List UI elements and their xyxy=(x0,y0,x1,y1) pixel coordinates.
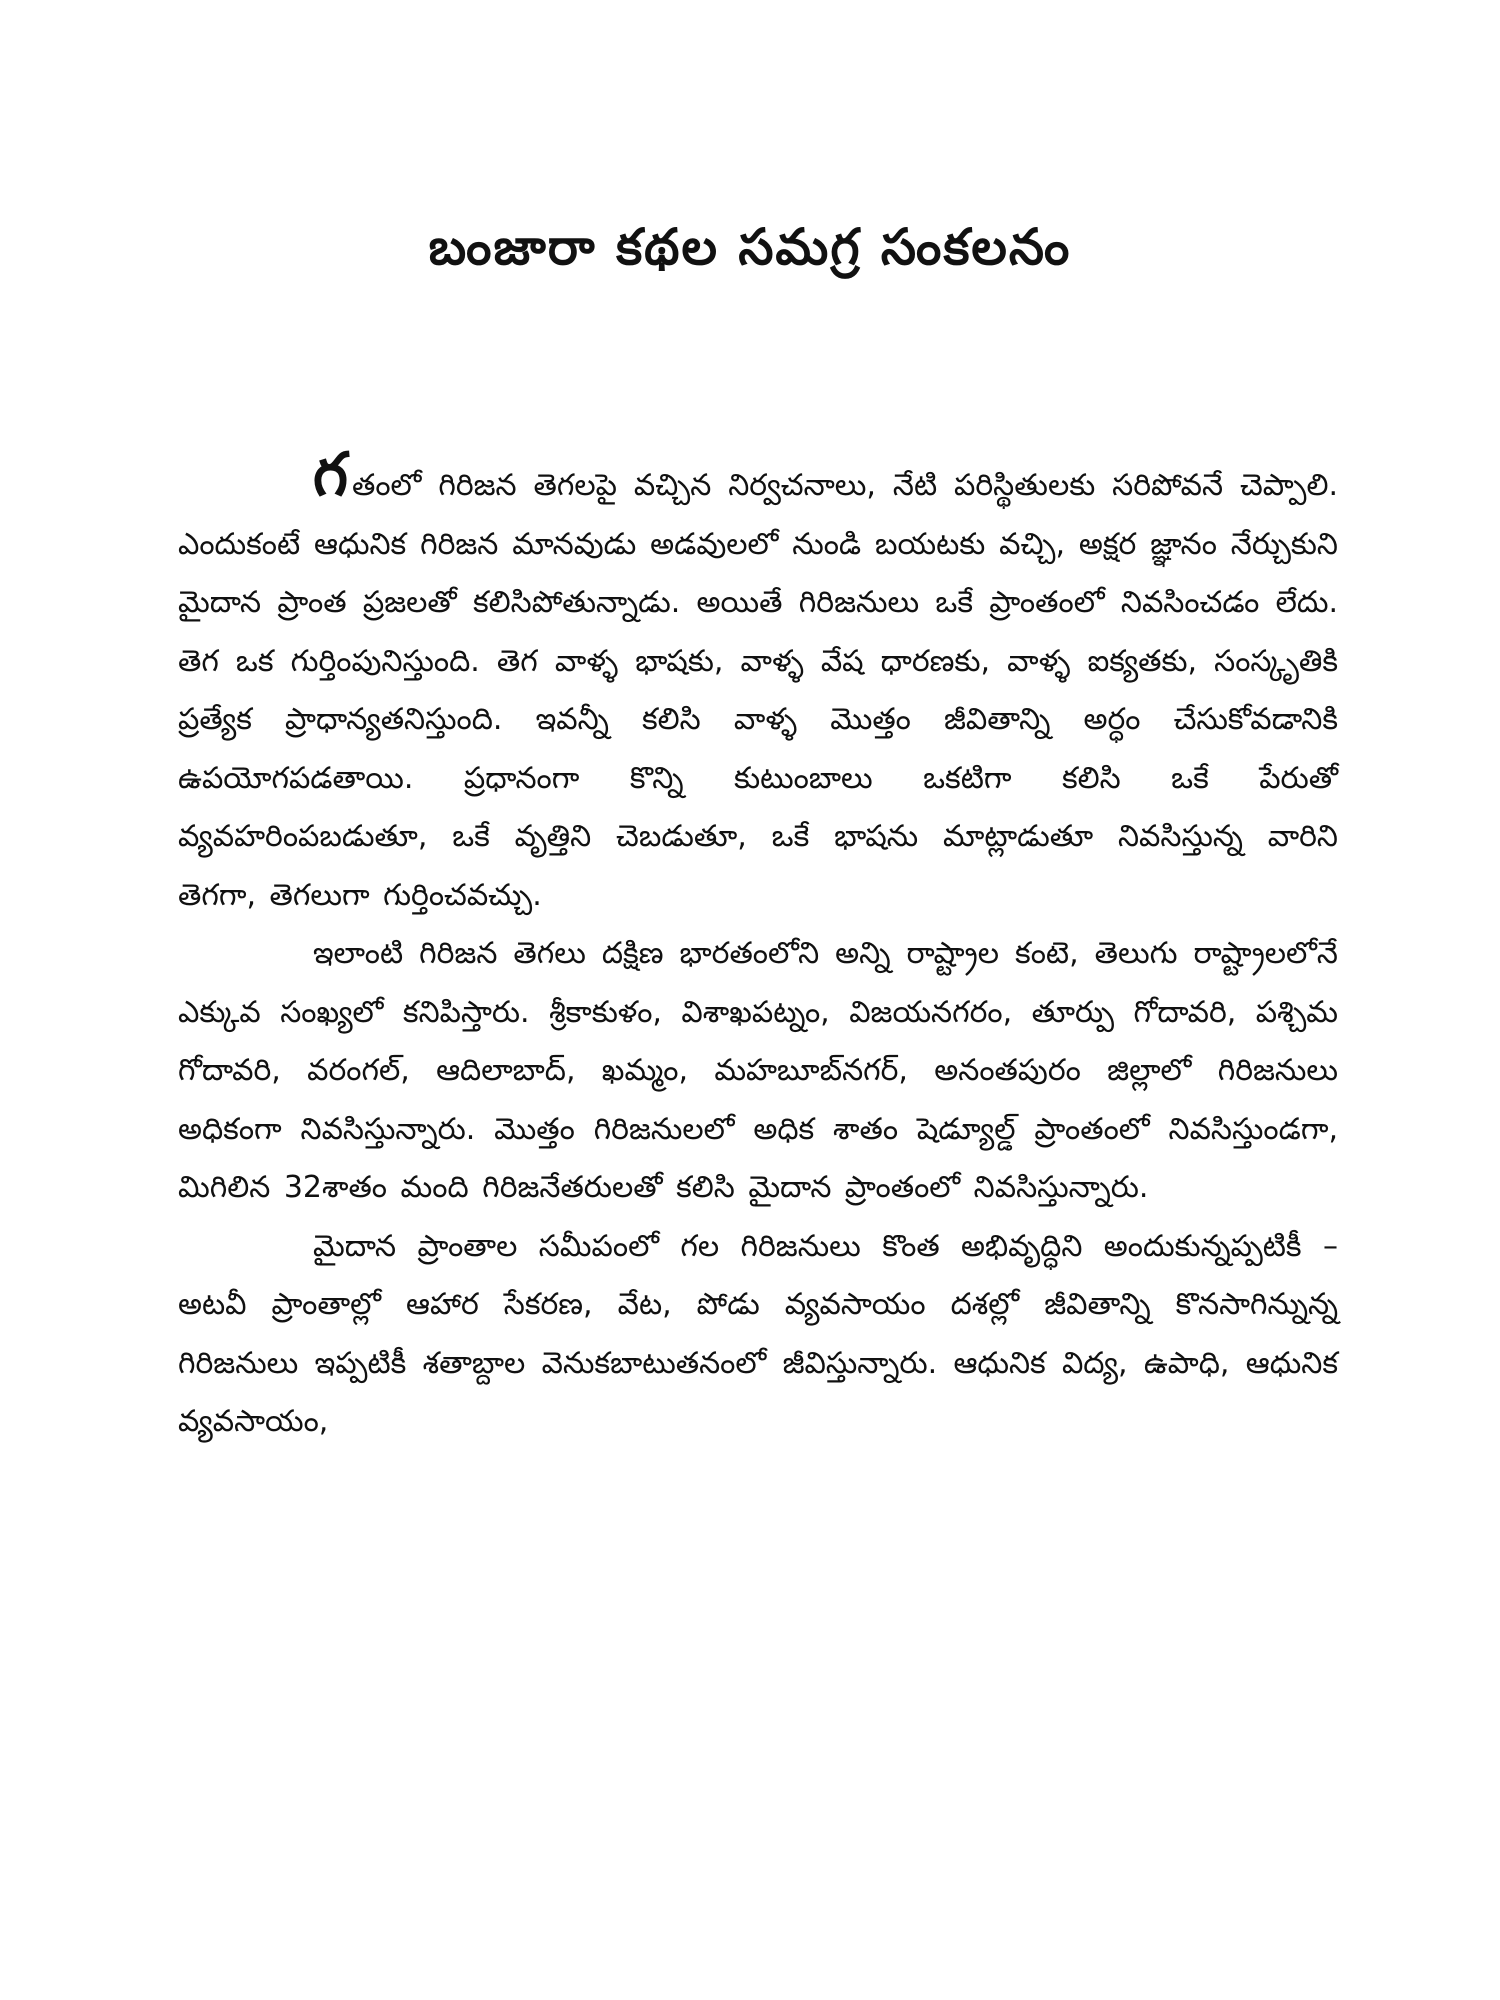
page-title: బంజారా కథల సమగ్ర సంకలనం xyxy=(428,218,1072,276)
paragraph-1 xyxy=(178,440,1338,925)
paragraph-1-text: తంలో గిరిజన తెగలపై వచ్చిన నిర్వచనాలు, నేటి పరిస్థితులకు సరిపోవనే చెప్పాలి. ఎందుకంటే ఆధునిక గిరిజన మానవుడు అడవులలో నుండి బయటకు వచ్చి, అక్షర జ్ఞానం నేర్చుకుని మైదాన ప్రాంత ప్రజలతో కలిసిపోతున్నాడు. అయితే గిరిజనులు ఒకే ప్రాంతంలో నివసించడం లేదు. తెగ ఒక గుర్తింపునిస్తుంది. తెగ వాళ్ళ భాషకు, వాళ్ళ వేష ధారణకు, వాళ్ళ ఐక్యతకు, సంస్కృతికి ప్రత్యేక ప్రాధాన్యతనిస్తుంది. ఇవన్నీ కలిసి వాళ్ళ మొత్తం జీవితాన్ని అర్ధం చేసుకోవడానికి ఉపయోగపడతాయి. ప్రధానంగా కొన్ని కుటుంబాలు ఒకటిగా కలిసి ఒకే పేరుతో వ్యవహరింపబడుతూ, ఒకే వృత్తిని చెబడుతూ, ఒకే భాషను మాట్లాడుతూ నివసిస్తున్న వారిని తెగగా, తెగలుగా గుర్తించవచ్చు. xyxy=(178,468,1338,913)
drop-cap: గ xyxy=(313,440,348,510)
paragraph-3: మైదాన ప్రాంతాల సమీపంలో గల గిరిజనులు కొంత అభివృద్ధిని అందుకున్నప్పటికీ – అటవీ ప్రాంతాల్లో ఆహార సేకరణ, వేట, పోడు వ్యవసాయం దశల్లో జీవితాన్ని కొనసాగిన్నున్న గిరిజనులు ఇప్పటికీ శతాబ్దాల వెనుకబాటుతనంలో జీవిస్తున్నారు. ఆధునిక విద్య, ఉపాధి, ఆధునిక వ్యవసాయం, xyxy=(178,1228,1338,1439)
paragraph-2: ఇలాంటి గిరిజన తెగలు దక్షిణ భారతంలోని అన్ని రాష్ట్రాల కంటె, తెలుగు రాష్ట్రాలలోనే ఎక్కువ సంఖ్యలో కనిపిస్తారు. శ్రీకాకుళం, విశాఖపట్నం, విజయనగరం, తూర్పు గోదావరి, పశ్చిమ గోదావరి, వరంగల్, ఆదిలాబాద్, ఖమ్మం, మహబూబ్‌నగర్, అనంతపురం జిల్లాలో గిరిజనులు అధికంగా నివసిస్తున్నారు. మొత్తం గిరిజనులలో అధిక శాతం షెడ్యూల్డ్ ప్రాంతంలో నివసిస్తుండగా, మిగిలిన 32శాతం మంది గిరిజనేతరులతో కలిసి మైదాన ప్రాంతంలో నివసిస్తున్నారు. xyxy=(178,936,1338,1205)
body-text xyxy=(178,440,1338,1452)
